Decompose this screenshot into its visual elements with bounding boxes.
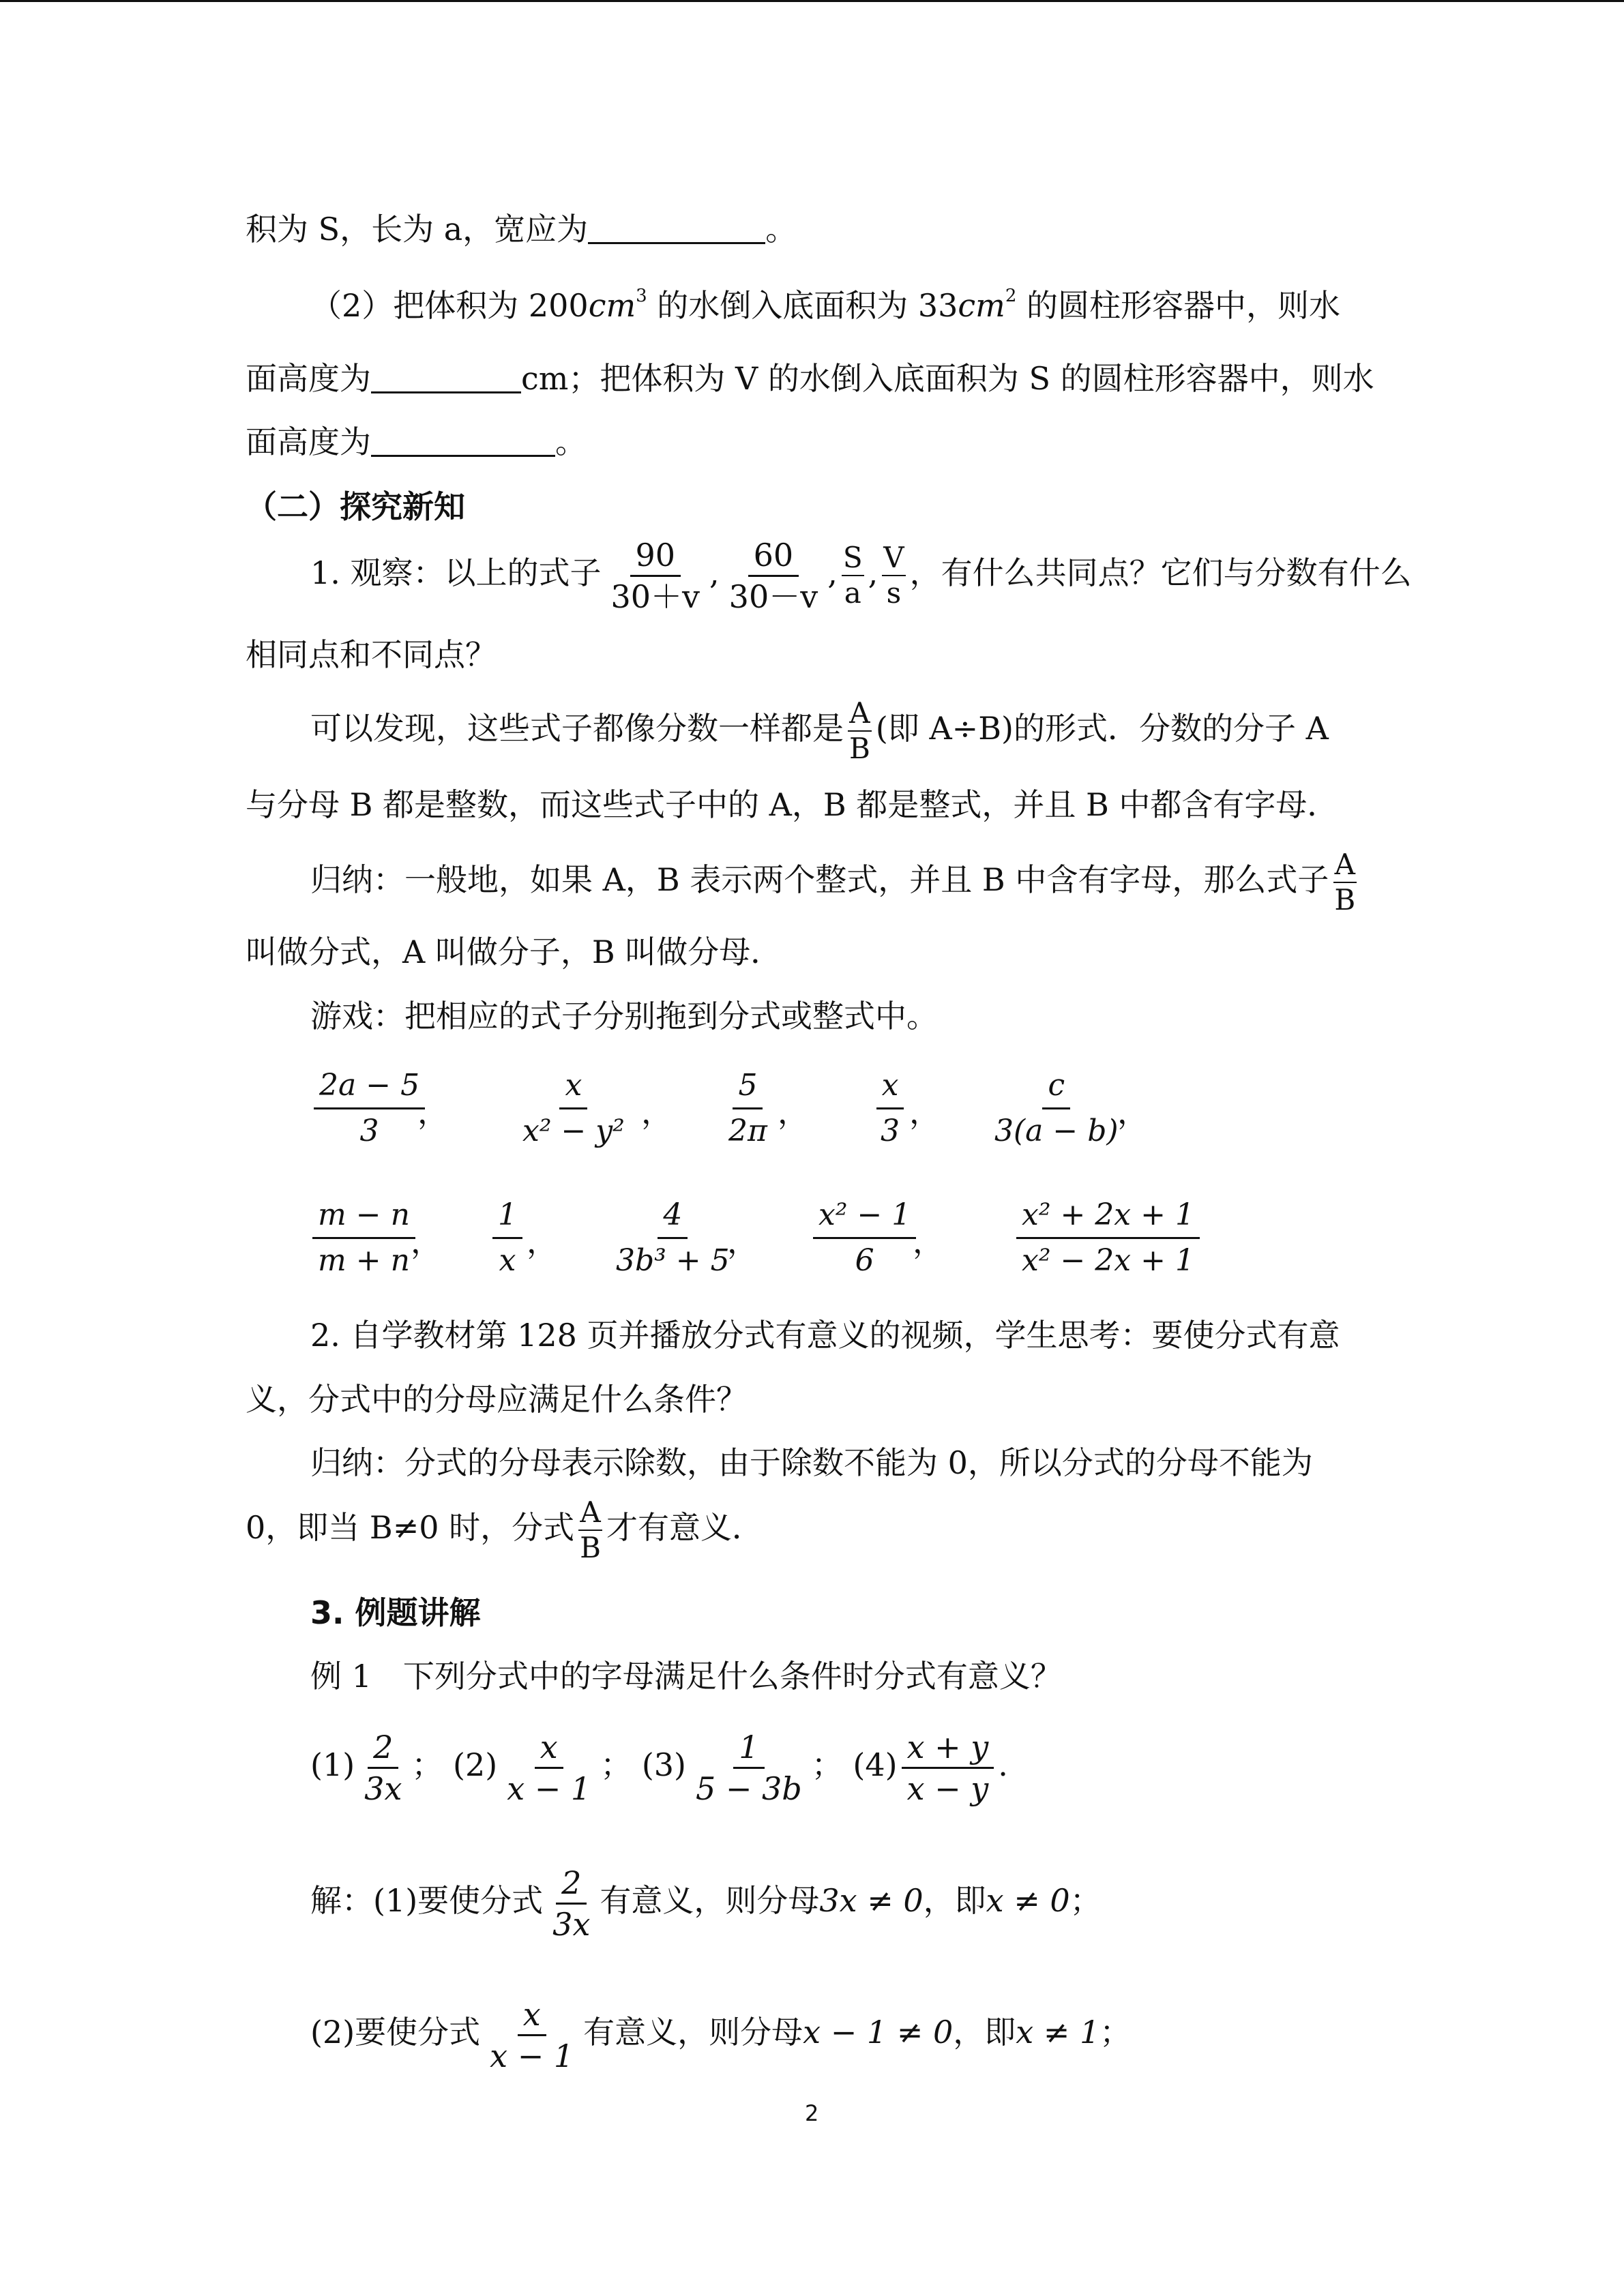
summary-paragraph xyxy=(310,846,1361,914)
discover-line-2: 与分母 B 都是整数，而这些式子中的 A，B 都是整式，并且 B 中都含有字母． xyxy=(246,786,1339,823)
observe-line-2: 相同点和不同点？ xyxy=(246,636,497,673)
punctuation: 。 xyxy=(765,211,797,248)
exercise-text: 的圆柱形容器中，则水 xyxy=(1026,287,1340,324)
separator: ， xyxy=(913,1223,944,1260)
summary2-line-2 xyxy=(246,1493,763,1562)
item-label: (3) xyxy=(641,1746,686,1783)
exponent: 2 xyxy=(1005,286,1017,306)
fraction: $\frac{60}{30-v}$ xyxy=(728,536,818,615)
answer-blank xyxy=(588,212,765,244)
exercise-line-2 xyxy=(310,285,1340,326)
solution-line-1: 解：(1)要使分式 $\frac{2}{3x}$ 有意义，则分母3x ≠ 0，即x ≠ 0； xyxy=(310,1864,1102,1943)
exponent: 3 xyxy=(636,286,647,306)
separator: ， xyxy=(417,1094,449,1131)
paragraph-text: (即 A÷B)的形式．分数的分子 A xyxy=(875,710,1329,747)
draggable-expression[interactable]: 4 3b³ + 5 xyxy=(616,1197,730,1278)
separator: ， xyxy=(909,1094,941,1131)
item-label: (4) xyxy=(853,1746,898,1783)
exercise-text: 面高度为 xyxy=(246,423,371,460)
punctuation: 。 xyxy=(555,423,587,460)
paragraph-text: 0，即当 B≠0 时，分式 xyxy=(246,1509,575,1546)
page-number: 2 xyxy=(805,2100,819,2126)
fraction: $\frac{A}{B}$ xyxy=(849,696,870,765)
solution-line-2: (2)要使分式 $\frac{x}{x - 1}$ 有意义，则分母x − 1 ≠ 0，即x ≠ 1； xyxy=(310,1995,1132,2074)
answer-blank xyxy=(371,425,555,457)
exercise-line-3 xyxy=(246,358,1374,399)
paragraph-text: 归纳：一般地，如果 A，B 表示两个整式，并且 B 中含有字母，那么式子 xyxy=(310,861,1329,898)
discover-paragraph xyxy=(310,694,1329,763)
top-border-line xyxy=(0,0,1624,2)
exercise-line-4 xyxy=(246,421,587,462)
selfstudy-line-1: 2. 自学教材第 128 页并播放分式有意义的视频，学生思考：要使分式有意 xyxy=(310,1317,1340,1354)
draggable-expression[interactable]: 5 2π xyxy=(728,1068,767,1148)
exercise-text: 的水倒入底面积为 33 xyxy=(657,287,958,324)
draggable-expression[interactable]: c 3(a − b) xyxy=(994,1068,1119,1148)
observe-paragraph: 1. 观察：以上的式子 $\frac{90}{30+v}$ , $\frac{60}{30-v}$ , $\frac{S}{a}$ , $\frac{V}{s}$ ，有什么共同点？它们与分数有什么 xyxy=(310,536,1412,615)
examples-heading: 3. 例题讲解 xyxy=(310,1594,481,1631)
section-heading: （二）探究新知 xyxy=(246,488,465,525)
unit-cm: cm xyxy=(588,287,636,324)
fraction: $\frac{V}{s}$ xyxy=(883,541,904,610)
fraction: $\frac{A}{B}$ xyxy=(1334,848,1356,916)
fraction: $\frac{S}{a}$ xyxy=(842,541,863,610)
draggable-expression[interactable]: m − n m + n xyxy=(312,1200,415,1276)
separator: ， xyxy=(527,1223,558,1260)
fraction: $\frac{2}{3x}$ xyxy=(364,1728,402,1807)
draggable-expression[interactable]: 1 x xyxy=(492,1200,522,1276)
summary2-line-1: 归纳：分式的分母表示除数，由于除数不能为 0，所以分式的分母不能为 xyxy=(310,1444,1313,1481)
fraction: $\frac{x}{x - 1}$ xyxy=(490,1995,574,2074)
answer-blank xyxy=(371,361,521,393)
draggable-expression[interactable]: x x² − y² xyxy=(522,1068,625,1148)
separator: ， xyxy=(641,1094,673,1131)
fraction: $\frac{A}{B}$ xyxy=(580,1495,601,1564)
exercise-text: （2）把体积为 200 xyxy=(310,287,589,324)
summary-line-2: 叫做分式，A 叫做分子，B 叫做分母． xyxy=(246,934,782,970)
exercise-text: cm；把体积为 V 的水倒入底面积为 S 的圆柱形容器中，则水 xyxy=(521,360,1374,397)
unit-cm: cm xyxy=(958,287,1005,324)
draggable-expression[interactable]: x² + 2x + 1 x² − 2x + 1 xyxy=(1016,1200,1200,1276)
separator: ， xyxy=(778,1094,809,1131)
game-instruction: 游戏：把相应的式子分别拖到分式或整式中。 xyxy=(310,998,938,1034)
exercise-text: 积为 S，长为 a，宽应为 xyxy=(246,211,589,248)
paragraph-text: 可以发现，这些式子都像分数一样都是 xyxy=(310,710,844,747)
paragraph-text: 才有意义． xyxy=(606,1509,763,1546)
separator: ， xyxy=(727,1223,758,1260)
item-label: (2) xyxy=(453,1746,498,1783)
separator: ， xyxy=(411,1223,442,1260)
exercise-line-1 xyxy=(246,209,797,250)
fraction: $\frac{2}{3x}$ xyxy=(552,1864,591,1943)
fraction: $\frac{90}{30+v}$ xyxy=(610,536,700,615)
fraction: $\frac{x}{x - 1}$ xyxy=(507,1728,591,1807)
exercise-text: 面高度为 xyxy=(246,360,371,397)
selfstudy-line-2: 义，分式中的分母应满足什么条件？ xyxy=(246,1381,748,1418)
example-items: (1) $\frac{2}{3x}$ ； (2) $\frac{x}{x - 1}$ ； (3) $\frac{1}{5 - 3b}$ ； (4) $\frac{x + y}{x - y}$ . xyxy=(310,1728,1008,1807)
draggable-expression[interactable]: x 3 xyxy=(875,1071,905,1146)
fraction: $\frac{x + y}{x - y}$ xyxy=(902,1731,994,1804)
draggable-expression[interactable]: x² − 1 6 xyxy=(813,1200,916,1276)
fraction: $\frac{1}{5 - 3b}$ xyxy=(695,1728,802,1807)
paragraph-text: ，有什么共同点？它们与分数有什么 xyxy=(909,554,1412,591)
example-title: 例 1 下列分式中的字母满足什么条件时分式有意义？ xyxy=(310,1658,1062,1695)
paragraph-text: 1. 观察：以上的式子 xyxy=(310,554,602,591)
separator: ， xyxy=(1117,1094,1149,1131)
item-label: (1) xyxy=(310,1746,355,1783)
draggable-expression[interactable]: 2a − 5 3 xyxy=(314,1071,425,1146)
